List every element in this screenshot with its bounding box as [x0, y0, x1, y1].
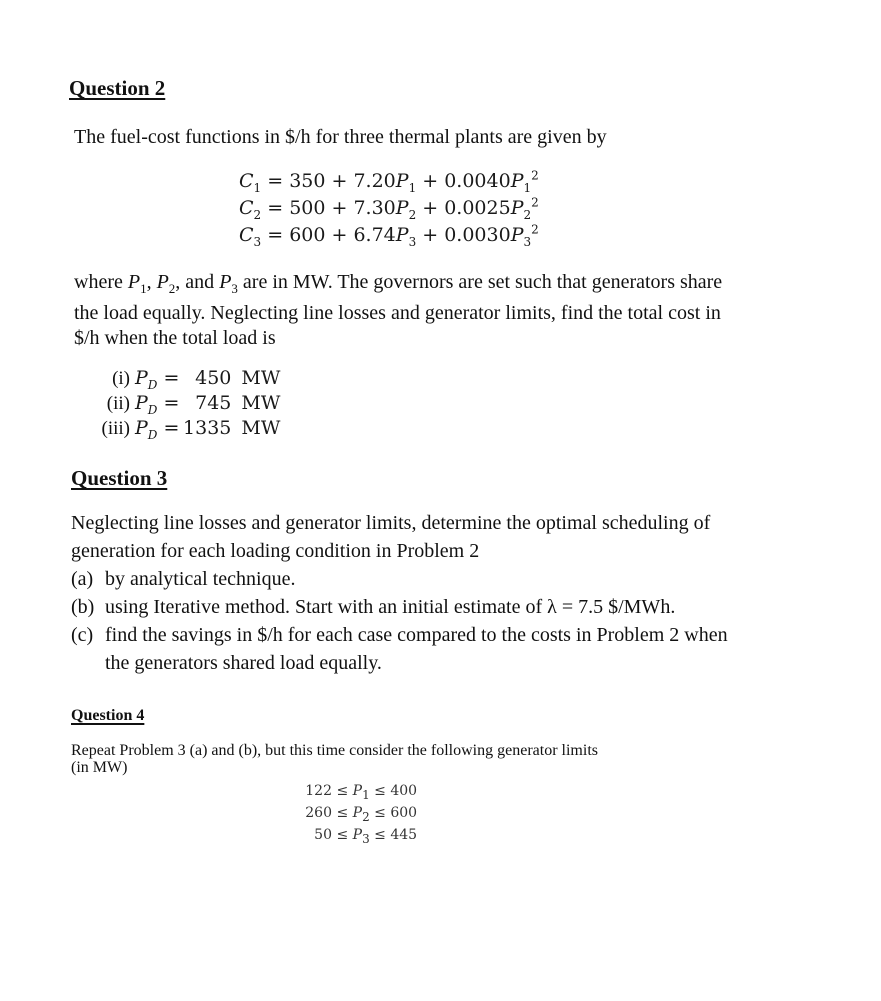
- question-3-body: [71, 509, 728, 677]
- question-2-intro: The fuel-cost functions in $/h for three thermal plants are given by: [74, 126, 607, 148]
- question-4-intro-line: (in MW): [71, 759, 128, 776]
- generator-limit: $122 \le P_1 \le 400$: [305, 783, 418, 802]
- cost-equation-1: $C_1 = 350 + 7.20P_1 + 0.0040P_1^2$: [239, 168, 539, 195]
- question-3-item-a: (a) by analytical technique.: [71, 568, 296, 590]
- cost-equation-3: $C_3 = 600 + 6.74P_3 + 0.0030P_3^2$: [239, 222, 539, 249]
- question-2-body-line: $/h when the total load is: [74, 327, 276, 349]
- generator-limit: $50 \le P_3 \le 445$: [314, 827, 418, 846]
- question-3-heading: Question 3: [71, 466, 168, 490]
- question-3-intro-line: Neglecting line losses and generator limits, determine the optimal scheduling of: [71, 512, 711, 534]
- question-4-heading: Question 4: [71, 707, 145, 724]
- question-4-intro: [71, 742, 598, 776]
- question-2-heading: Question 2: [69, 76, 166, 100]
- question-2-where-line: where $P_1$, $P_2$, and $P_3$ are in MW. The governors are set such that generators share: [74, 271, 723, 296]
- cost-equations: [239, 168, 539, 249]
- question-3-item-b: (b) using Iterative method. Start with an initial estimate of λ = 7.5 $/MWh.: [71, 596, 676, 618]
- load-cases: [88, 366, 280, 441]
- question-3-item-c: (c) find the savings in $/h for each case compared to the costs in Problem 2 when the generators shared load equally.: [71, 624, 728, 674]
- question-2-body: [74, 270, 722, 351]
- question-3-intro-line: generation for each loading condition in Problem 2: [71, 540, 480, 562]
- question-2-body-line: the load equally. Neglecting line losses and generator limits, find the total cost in: [74, 302, 721, 324]
- load-case: (ii) $P_D = 745$ MW: [106, 392, 281, 417]
- question-4-intro-line: Repeat Problem 3 (a) and (b), but this time consider the following generator limits: [71, 742, 598, 759]
- load-case: (i) $P_D = 450$ MW: [112, 367, 281, 392]
- load-case: (iii) $P_D = 1335$ MW: [101, 417, 281, 442]
- cost-equation-2: $C_2 = 500 + 7.30P_2 + 0.0025P_2^2$: [239, 195, 539, 222]
- generator-limit: $260 \le P_2 \le 600$: [305, 805, 418, 824]
- generator-limits: [300, 780, 417, 846]
